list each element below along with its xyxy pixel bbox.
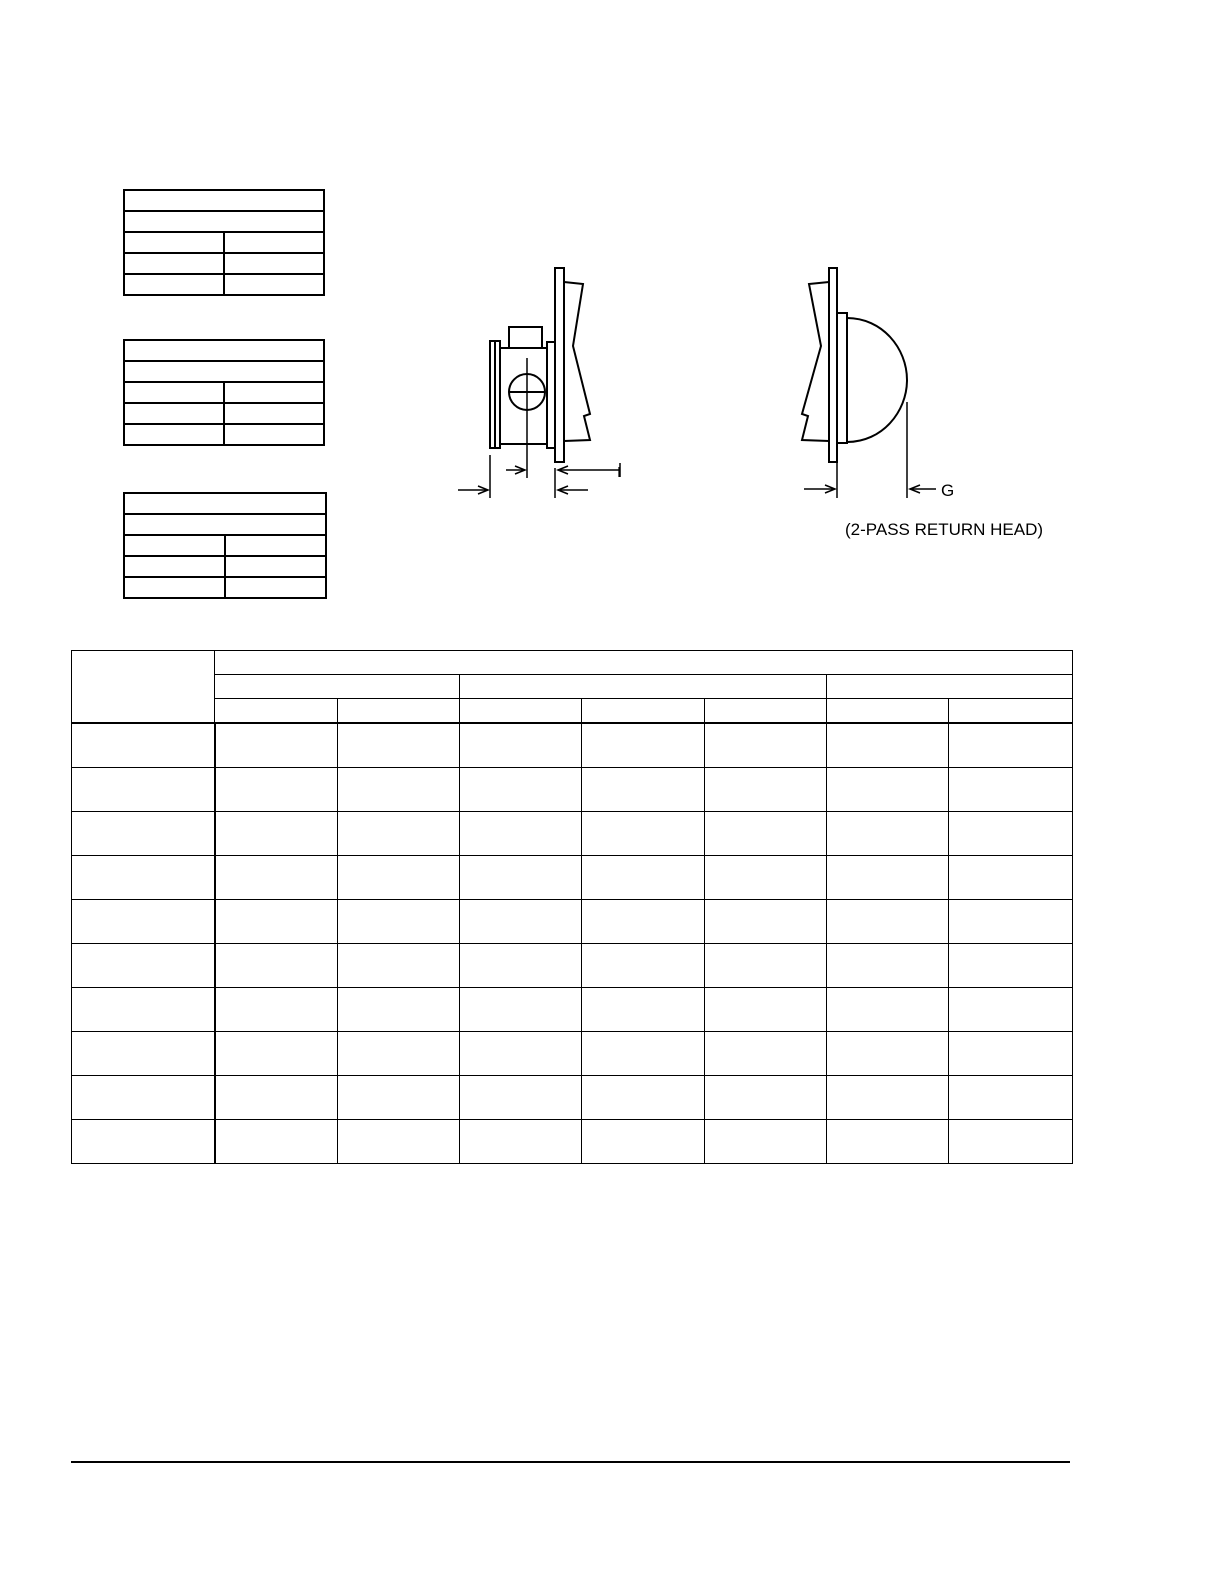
table-cell [582,856,705,900]
table-cell [705,812,827,856]
table-cell [215,1032,338,1076]
table-cell [949,723,1073,768]
table-cell [827,812,949,856]
table-cell [460,988,582,1032]
table-cell [827,768,949,812]
table-column-header [338,699,460,724]
table-cell [705,723,827,768]
table-row [72,1076,1073,1120]
table-subgroup-header-3 [827,675,1073,699]
table-cell [582,1032,705,1076]
table-cell [949,988,1073,1032]
table-column-header [460,699,582,724]
table-cell [338,1076,460,1120]
table-cell [582,812,705,856]
table-cell [215,768,338,812]
table-cell [460,856,582,900]
table-cell [827,900,949,944]
channel-body [500,348,547,444]
table-cell [338,900,460,944]
table-row-header-cell [72,988,215,1032]
table-cell [705,988,827,1032]
table-cell [338,988,460,1032]
table-row [72,723,1073,768]
table-row-header-cell [72,812,215,856]
table-cell [215,1076,338,1120]
table-cell [949,768,1073,812]
table-cell [338,723,460,768]
table-corner-header [72,651,215,724]
table-cell [338,944,460,988]
table-row [72,1120,1073,1164]
table-cell [949,1032,1073,1076]
table-cell [582,944,705,988]
table-cell [215,856,338,900]
table-cell [705,944,827,988]
table-row-header-cell [72,768,215,812]
dimension-label-g: G [941,481,955,500]
table-row-header-cell [72,723,215,768]
table-cell [705,900,827,944]
table-row [72,900,1073,944]
table-group-header [215,651,1073,675]
table-cell [582,1120,705,1164]
table-cell [460,768,582,812]
table-cell [705,856,827,900]
dished-head [847,318,907,442]
return-shell-break [802,282,829,441]
table-cell [215,944,338,988]
dimension-label-i: I [617,464,622,481]
table-cell [705,1120,827,1164]
table-cell [827,723,949,768]
table-cell [705,1032,827,1076]
return-head-view [802,268,936,498]
table-cell [949,944,1073,988]
table-subgroup-header-1 [215,675,460,699]
table-cell [705,768,827,812]
table-cell [827,988,949,1032]
table-cell [949,1076,1073,1120]
table-cell [460,1120,582,1164]
table-row-header-cell [72,1120,215,1164]
table-cell [215,988,338,1032]
table-cell [582,988,705,1032]
dimension-table [71,650,1073,1164]
table-row-header-cell [72,900,215,944]
table-column-header [582,699,705,724]
table-column-header [705,699,827,724]
table-column-header [827,699,949,724]
table-cell [949,900,1073,944]
nozzle [509,327,542,348]
table-cell [460,1076,582,1120]
table-row [72,856,1073,900]
return-head-caption: (2-PASS RETURN HEAD) [845,520,1044,539]
table-cell [338,1120,460,1164]
table-row-header-cell [72,1032,215,1076]
table-row-header-cell [72,1076,215,1120]
table-cell [215,900,338,944]
table-cell [949,1120,1073,1164]
table-cell [582,768,705,812]
table-cell [338,856,460,900]
shell-wall-break [564,282,590,441]
table-cell [338,768,460,812]
return-tube-sheet [829,268,837,462]
table-row [72,988,1073,1032]
table-cell [582,900,705,944]
channel-head-view [458,268,620,498]
table-cell [949,856,1073,900]
table-cell [338,812,460,856]
table-cell [215,812,338,856]
return-flange [837,313,847,443]
table-cell [827,1120,949,1164]
table-column-header [949,699,1073,724]
table-row-header-cell [72,944,215,988]
table-cell [460,1032,582,1076]
table-row-header-cell [72,856,215,900]
table-cell [949,812,1073,856]
table-column-header [215,699,338,724]
table-cell [460,900,582,944]
table-cell [215,723,338,768]
table-row [72,812,1073,856]
table-body [72,723,1073,1164]
head-dimension-drawing [0,0,1224,640]
table-cell [827,1032,949,1076]
table-subgroup-header-2 [460,675,827,699]
table-cell [338,1032,460,1076]
table-cell [460,812,582,856]
table-cell [705,1076,827,1120]
table-cell [460,944,582,988]
table-cell [582,723,705,768]
table-cell [582,1076,705,1120]
tube-sheet [555,268,564,462]
table-row [72,768,1073,812]
table-cell [827,944,949,988]
table-cell [215,1120,338,1164]
channel-flange [547,342,555,448]
footer-rule [71,1461,1070,1463]
table-row [72,1032,1073,1076]
table-cell [460,723,582,768]
table-cell [827,856,949,900]
table-row [72,944,1073,988]
table-cell [827,1076,949,1120]
